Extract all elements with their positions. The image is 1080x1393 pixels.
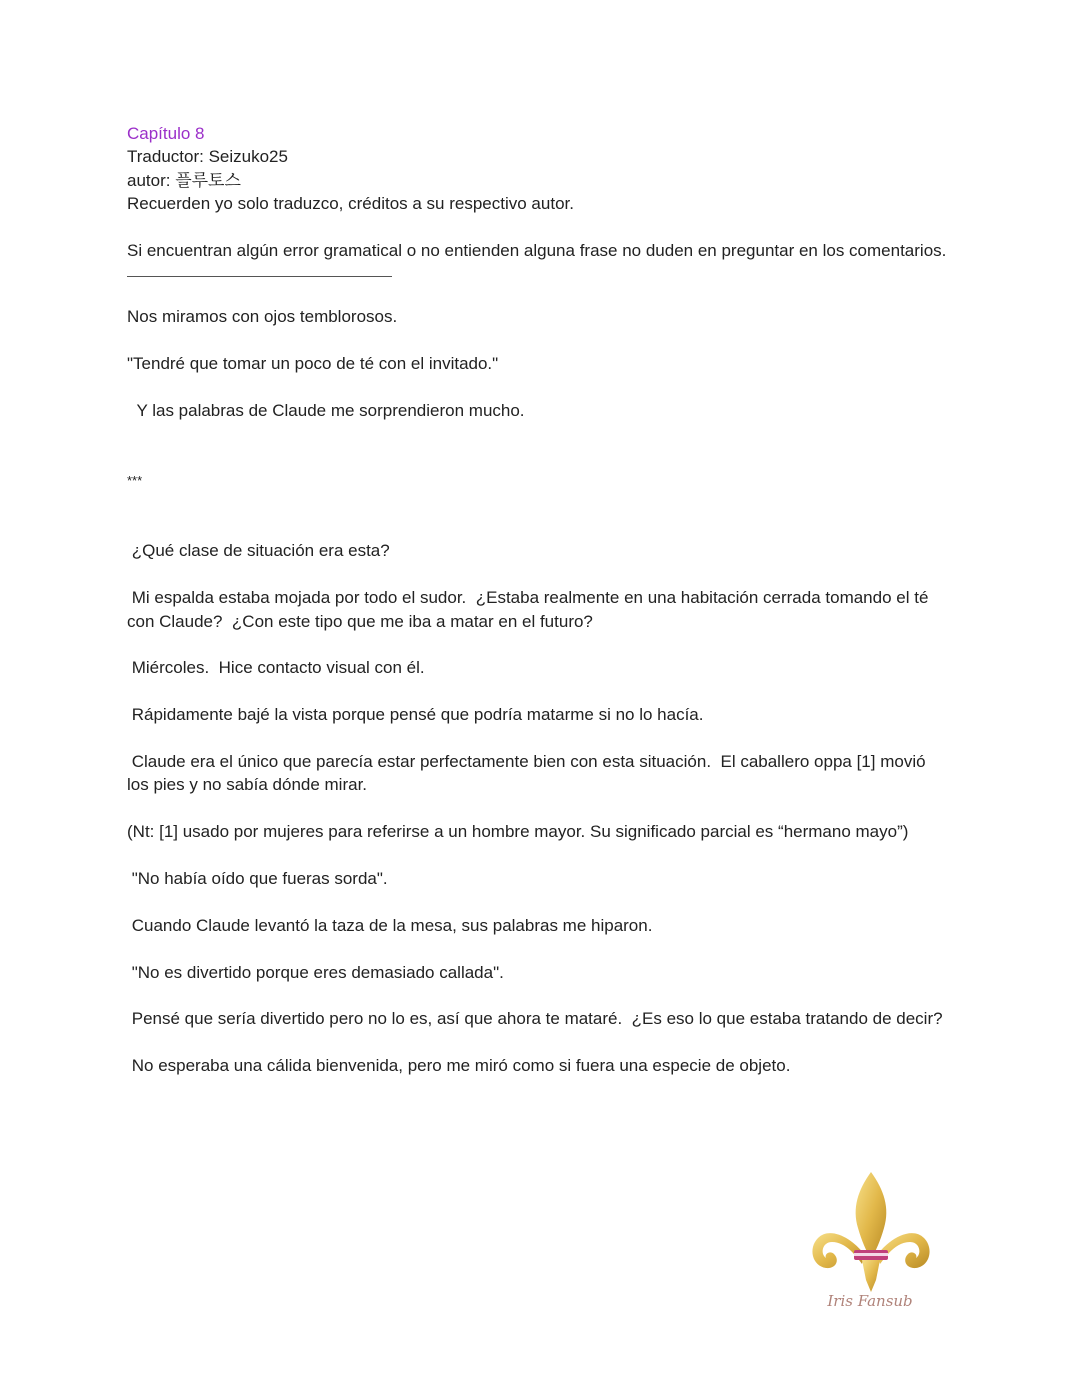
translator-note: Si encuentran algún error gramatical o no entienden alguna frase no duden en preguntar en los comentarios. bbox=[127, 241, 947, 261]
scene-separator: *** bbox=[127, 473, 143, 489]
paragraph: No esperaba una cálida bienvenida, pero me miró como si fuera una especie de objeto. bbox=[127, 1056, 791, 1076]
paragraph: Y las palabras de Claude me sorprendieron mucho. bbox=[127, 401, 525, 421]
translator-footnote: (Nt: [1] usado por mujeres para referirse a un hombre mayor. Su significado parcial es “hermano mayo”) bbox=[127, 822, 909, 842]
paragraph: Pensé que sería divertido pero no lo es, así que ahora te mataré. ¿Es eso lo que estaba tratando de decir? bbox=[127, 1009, 943, 1029]
document-page bbox=[127, 122, 947, 1078]
divider-line bbox=[127, 276, 392, 277]
paragraph: "No es divertido porque eres demasiado callada". bbox=[127, 962, 504, 982]
translator-credit: Traductor: Seizuko25 bbox=[127, 147, 288, 167]
chapter-title: Capítulo 8 bbox=[127, 124, 205, 143]
paragraph: Nos miramos con ojos temblorosos. bbox=[127, 307, 398, 327]
paragraph: "No había oído que fueras sorda". bbox=[127, 869, 388, 889]
paragraph: ¿Qué clase de situación era esta? bbox=[127, 541, 390, 561]
paragraph: Rápidamente bajé la vista porque pensé que podría matarme si no lo hacía. bbox=[127, 705, 704, 725]
translation-reminder: Recuerden yo solo traduzco, créditos a su respectivo autor. bbox=[127, 194, 574, 214]
paragraph: Miércoles. Hice contacto visual con él. bbox=[127, 658, 425, 678]
paragraph: Claude era el único que parecía estar perfectamente bien con esta situación. El caballero oppa [1] movió los pies y no sabía dónde mirar. bbox=[127, 752, 931, 795]
author-credit: autor: 플루토스 bbox=[127, 170, 241, 190]
logo-caption: Iris Fansub bbox=[827, 1292, 913, 1310]
paragraph: "Tendré que tomar un poco de té con el invitado." bbox=[127, 354, 499, 374]
paragraph: Cuando Claude levantó la taza de la mesa, sus palabras me hiparon. bbox=[127, 915, 653, 935]
paragraph: Mi espalda estaba mojada por todo el sudor. ¿Estaba realmente en una habitación cerrada tomando el té con Claude? ¿Con este tipo que me iba a matar en el futuro? bbox=[127, 588, 934, 631]
